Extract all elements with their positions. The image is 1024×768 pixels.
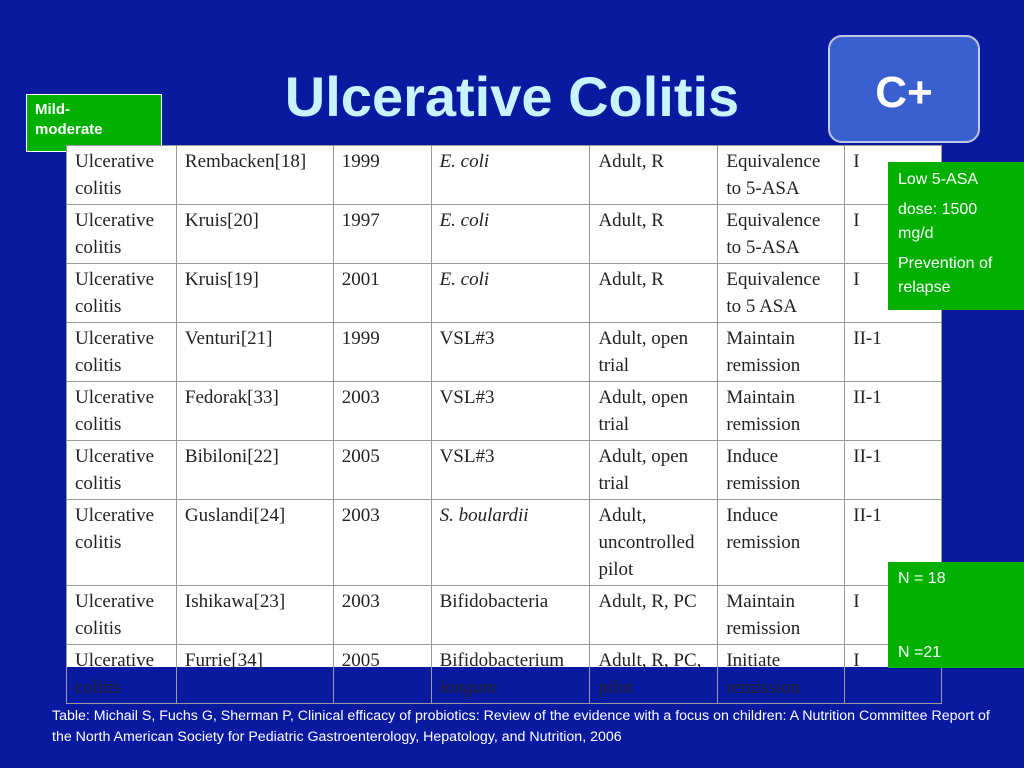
cell-design: Adult, R [590, 205, 718, 264]
table-row [67, 645, 942, 704]
cell-study: Ishikawa[23] [176, 586, 333, 645]
cell-design: Adult, R [590, 264, 718, 323]
cell-condition: Ulcerative colitis [67, 441, 177, 500]
cell-evidence: I [845, 264, 942, 323]
cell-design: Adult, R, PC, pilot [590, 645, 718, 704]
cell-condition: Ulcerative colitis [67, 382, 177, 441]
cell-condition: Ulcerative colitis [67, 645, 177, 704]
cell-study: Kruis[19] [176, 264, 333, 323]
table-row [67, 205, 942, 264]
cell-design: Adult, open trial [590, 441, 718, 500]
table-row [67, 323, 942, 382]
cell-probiotic: E. coli [431, 146, 590, 205]
cell-design: Adult, R [590, 146, 718, 205]
sample-size-2: N =21 [898, 644, 942, 661]
cell-probiotic [431, 645, 590, 704]
sample-size-1: N = 18 [898, 570, 946, 587]
table-row [67, 500, 942, 586]
cell-outcome: Induce remission [718, 500, 845, 586]
cell-condition: Ulcerative colitis [67, 146, 177, 205]
evidence-table [66, 145, 942, 698]
cell-condition: Ulcerative colitis [67, 264, 177, 323]
cell-study: Guslandi[24] [176, 500, 333, 586]
dose-note [888, 162, 1024, 310]
cell-year: 1999 [333, 323, 431, 382]
cell-outcome: Initiate remission [718, 645, 845, 704]
cell-design: Adult, open trial [590, 382, 718, 441]
table-row [67, 586, 942, 645]
cell-study: Furrie[34] [176, 645, 333, 704]
cell-study: Rembacken[18] [176, 146, 333, 205]
cell-evidence: II-1 [845, 323, 942, 382]
cell-evidence: I [845, 586, 942, 645]
table-citation: Table: Michail S, Fuchs G, Sherman P, Clinical efficacy of probiotics: Review of the evidence with a focus on children: A Nutrition Committee Report of the North American Society for Pediatric Gastroenterology, Hepatology, and Nutrition, 2006 [52, 708, 990, 745]
cell-evidence: II-1 [845, 382, 942, 441]
dose-note-line3: Prevention of relapse [898, 255, 993, 296]
cell-year: 2005 [333, 441, 431, 500]
cell-condition: Ulcerative colitis [67, 500, 177, 586]
cell-year: 2003 [333, 586, 431, 645]
cell-evidence: II-1 [845, 441, 942, 500]
cell-year: 2003 [333, 382, 431, 441]
cell-condition: Ulcerative colitis [67, 586, 177, 645]
cell-probiotic: VSL#3 [431, 382, 590, 441]
cell-design: Adult, open trial [590, 323, 718, 382]
cell-year: 2001 [333, 264, 431, 323]
severity-label: Mild- moderate [26, 94, 162, 152]
slide-title: Ulcerative Colitis [284, 65, 740, 128]
table-row [67, 382, 942, 441]
cell-outcome: Maintain remission [718, 586, 845, 645]
dose-note-line1: Low 5-ASA [898, 171, 979, 188]
table-row [67, 264, 942, 323]
table-row [67, 146, 942, 205]
grade-badge: C+ [828, 35, 980, 143]
cell-outcome: Induce remission [718, 441, 845, 500]
cell-year: 1999 [333, 146, 431, 205]
probiotic-genus: Bifidobacterium [439, 650, 565, 671]
cell-condition: Ulcerative colitis [67, 323, 177, 382]
cell-evidence: I [845, 205, 942, 264]
cell-probiotic: Bifidobacteria [431, 586, 590, 645]
cell-year: 2005 [333, 645, 431, 704]
sample-size-note [888, 562, 1024, 668]
cell-evidence: I [845, 645, 942, 704]
cell-outcome: Equivalence to 5 ASA [718, 264, 845, 323]
cell-outcome: Maintain remission [718, 382, 845, 441]
cell-study: Venturi[21] [176, 323, 333, 382]
cell-year: 1997 [333, 205, 431, 264]
cell-design: Adult, R, PC [590, 586, 718, 645]
probiotic-species: longum [439, 677, 497, 698]
cell-evidence: I [845, 146, 942, 205]
cell-outcome: Maintain remission [718, 323, 845, 382]
dose-note-line2: dose: 1500 mg/d [898, 201, 978, 242]
cell-outcome: Equivalence to 5-ASA [718, 205, 845, 264]
cell-year: 2003 [333, 500, 431, 586]
cell-study: Kruis[20] [176, 205, 333, 264]
cell-study: Fedorak[33] [176, 382, 333, 441]
cell-probiotic: E. coli [431, 205, 590, 264]
table-row [67, 441, 942, 500]
cell-design: Adult, uncontrolled pilot [590, 500, 718, 586]
cell-outcome: Equivalence to 5-ASA [718, 146, 845, 205]
cell-probiotic: VSL#3 [431, 323, 590, 382]
cell-probiotic: VSL#3 [431, 441, 590, 500]
cell-probiotic: E. coli [431, 264, 590, 323]
cell-study: Bibiloni[22] [176, 441, 333, 500]
cell-condition: Ulcerative colitis [67, 205, 177, 264]
cell-probiotic: S. boulardii [431, 500, 590, 586]
cell-evidence: II-1 [845, 500, 942, 586]
